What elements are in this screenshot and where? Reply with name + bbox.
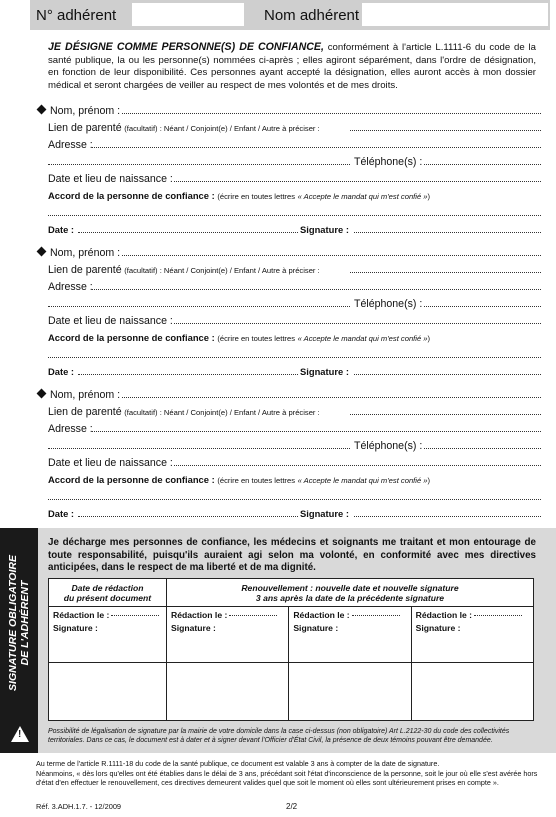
birth-row (48, 315, 541, 327)
date-field[interactable] (78, 516, 298, 517)
consent-row (48, 190, 541, 202)
page-number: 2/2 (286, 802, 298, 811)
renewal-header-l1: Renouvellement : nouvelle date et nouvelle signature (241, 582, 459, 593)
signature-label: Signature : (171, 623, 216, 633)
relation-row (48, 264, 541, 276)
birth-label: Date et lieu de naissance : (48, 315, 173, 327)
signature-label: Signature : (293, 623, 339, 633)
consent-hint: (écrire en toutes lettres (217, 476, 295, 485)
discharge-declaration: Je décharge mes personnes de confiance, les médecins et soignants me traitant et mon entourage de toute responsabilité, puisqu'ils auraient agi selon ma volonté, en conformité avec mes directives anticipées, dans le respect de ma liberté et de ma dignité. (48, 537, 536, 573)
banner-line2: DE L'ADHÉRENT (19, 580, 31, 666)
relation-label: Lien de parenté (48, 122, 122, 134)
consent-close: ) (427, 192, 431, 201)
date-label: Date : (48, 508, 75, 519)
consent-line-row (48, 349, 541, 361)
address-label: Adresse : (48, 423, 93, 435)
signature-label: Signature : (415, 623, 461, 633)
redaction-label: Rédaction le : (415, 610, 473, 620)
address-field-line2[interactable] (48, 164, 350, 165)
signature-label: Signature : (300, 224, 349, 235)
relation-field[interactable] (350, 130, 541, 131)
phone-row (48, 440, 541, 452)
banner-line1: SIGNATURE OBLIGATOIRE (7, 555, 19, 691)
consent-quote: « Accepte le mandat qui m'est confié » (297, 334, 428, 343)
validity-line1: Au terme de l'article R.1111-18 du code de la santé publique, ce document est valable 3 ans à compter de la date de signature. (36, 759, 440, 768)
name-row (36, 247, 541, 259)
signature-field[interactable] (354, 232, 541, 233)
signature-label: Signature : (300, 508, 349, 519)
drafting-cell-original[interactable] (49, 607, 167, 663)
name-row (36, 389, 541, 401)
drafting-cell-renewal-1[interactable] (167, 607, 289, 663)
date-label: Date : (48, 224, 75, 235)
member-number-label: N° adhérent (36, 7, 117, 24)
intro-paragraph (48, 41, 536, 92)
birth-label: Date et lieu de naissance : (48, 173, 173, 185)
relation-hint: (facultatif) : Néant / Conjoint(e) / Enfant / Autre à préciser : (124, 408, 320, 417)
member-number-field[interactable] (132, 3, 244, 26)
name-field[interactable] (122, 113, 541, 114)
legalization-cell-2[interactable] (167, 663, 289, 721)
phone-field[interactable] (424, 306, 541, 307)
consent-hint: (écrire en toutes lettres (217, 192, 295, 201)
address-field-line2[interactable] (48, 306, 350, 307)
validity-footer (36, 759, 548, 788)
name-label: Nom, prénom : (50, 389, 121, 401)
drafting-cell-renewal-2[interactable] (289, 607, 411, 663)
bullet-diamond-icon (37, 389, 47, 399)
relation-label: Lien de parenté (48, 264, 122, 276)
relation-label: Lien de parenté (48, 406, 122, 418)
signature-field[interactable] (354, 516, 541, 517)
renewal-header-l2: 3 ans après la date de la précédente signature (255, 592, 445, 603)
birth-field[interactable] (174, 181, 541, 182)
phone-field[interactable] (424, 164, 541, 165)
legalization-note: Possibilité de légalisation de signature par la mairie de votre domicile dans la case ci-dessus (non obligatoire) Art L.2122-30 du code des collectivités territoriales. Dans ce cas, le document est à dater et à signer devant l'Officier d'État Civil, la présence de deux témoins pouvant être demandée. (48, 728, 510, 744)
member-name-label: Nom adhérent (264, 7, 360, 24)
date-signature-row (48, 508, 541, 520)
date-signature-row (48, 366, 541, 378)
consent-field[interactable] (48, 357, 541, 358)
validity-line2: Néanmoins, « dès lors qu'elles ont été établies dans le délai de 3 ans, précédant soit l'état d'inconscience de la personne, soit le jour où elle s'est avérée hors d'état d'en effectuer le renouvellement, ces directives demeurent valides quel que soit le moment où elles sont ultérieurement prises en compte ». (36, 768, 538, 787)
legalization-cell-4[interactable] (411, 663, 533, 721)
legalization-cell-3[interactable] (289, 663, 411, 721)
relation-field[interactable] (350, 414, 541, 415)
member-name-field[interactable] (362, 3, 548, 26)
phone-label: Téléphone(s) : (354, 156, 423, 168)
col-renewal-header (167, 579, 534, 607)
date-field[interactable] (78, 232, 298, 233)
name-row (36, 105, 541, 117)
col-drafting-header-l1: Date de rédaction (71, 582, 144, 593)
address-field[interactable] (92, 289, 541, 290)
relation-field[interactable] (350, 272, 541, 273)
signature-field[interactable] (354, 374, 541, 375)
name-field[interactable] (122, 255, 541, 256)
consent-line-row (48, 491, 541, 503)
address-row (48, 423, 541, 435)
name-label: Nom, prénom : (50, 105, 121, 117)
redaction-label: Rédaction le : (171, 610, 228, 620)
consent-close: ) (427, 334, 431, 343)
relation-row (48, 406, 541, 418)
address-label: Adresse : (48, 281, 93, 293)
signature-label: Signature : (53, 623, 98, 633)
intro-lead: JE DÉSIGNE COMME PERSONNE(S) DE CONFIANCE, (48, 41, 324, 53)
legalization-cell-1[interactable] (49, 663, 167, 721)
address-field-line2[interactable] (48, 448, 350, 449)
address-row (48, 281, 541, 293)
birth-label: Date et lieu de naissance : (48, 457, 173, 469)
mandatory-signature-text (7, 555, 31, 691)
bullet-diamond-icon (37, 247, 47, 257)
redaction-label: Rédaction le : (53, 610, 110, 620)
signature-label: Signature : (300, 366, 349, 377)
redaction-label: Rédaction le : (293, 610, 350, 620)
consent-quote: « Accepte le mandat qui m'est confié » (297, 476, 428, 485)
mandatory-signature-banner (0, 528, 38, 753)
birth-row (48, 173, 541, 185)
consent-close: ) (427, 476, 431, 485)
phone-label: Téléphone(s) : (354, 440, 423, 452)
birth-field[interactable] (174, 323, 541, 324)
name-field[interactable] (122, 397, 541, 398)
consent-label: Accord de la personne de confiance : (48, 474, 215, 485)
phone-row (48, 298, 541, 310)
consent-field[interactable] (48, 215, 541, 216)
address-field[interactable] (92, 431, 541, 432)
signature-table (48, 578, 534, 721)
warning-symbol: ! (18, 729, 22, 740)
bullet-diamond-icon (37, 105, 47, 115)
consent-label: Accord de la personne de confiance : (48, 332, 215, 343)
phone-row (48, 156, 541, 168)
drafting-cell-renewal-3[interactable] (411, 607, 533, 663)
phone-label: Téléphone(s) : (354, 298, 423, 310)
consent-row (48, 332, 541, 344)
address-row (48, 139, 541, 151)
consent-hint: (écrire en toutes lettres (217, 334, 295, 343)
birth-field[interactable] (174, 465, 541, 466)
consent-field[interactable] (48, 499, 541, 500)
document-reference: Réf. 3.ADH.1.7. - 12/2009 (36, 802, 122, 811)
date-label: Date : (48, 366, 75, 377)
warning-icon (11, 726, 29, 742)
relation-row (48, 122, 541, 134)
intro-text: conformément à l'article L.1111-6 du code de la santé publique, la ou les personne(s) nommées ci-après ; elles agiront séparément, dans l'ordre de désignation, en fonction de leur disponibilité. Ces personnes ayant accepté la désignation, elles auront accès à mon dossier médical et seront chargées de veiller au respect de mes volontés et de mes droits. (48, 42, 536, 91)
consent-quote: « Accepte le mandat qui m'est confié » (297, 192, 428, 201)
phone-field[interactable] (424, 448, 541, 449)
birth-row (48, 457, 541, 469)
relation-hint: (facultatif) : Néant / Conjoint(e) / Enfant / Autre à préciser : (124, 124, 320, 133)
date-field[interactable] (78, 374, 298, 375)
relation-hint: (facultatif) : Néant / Conjoint(e) / Enfant / Autre à préciser : (124, 266, 320, 275)
col-drafting-header (49, 579, 167, 607)
member-header (30, 0, 550, 30)
address-field[interactable] (92, 147, 541, 148)
name-label: Nom, prénom : (50, 247, 121, 259)
date-signature-row (48, 224, 541, 236)
col-drafting-header-l2: du présent document (63, 592, 152, 603)
address-label: Adresse : (48, 139, 93, 151)
consent-row (48, 474, 541, 486)
consent-label: Accord de la personne de confiance : (48, 190, 215, 201)
consent-line-row (48, 207, 541, 219)
